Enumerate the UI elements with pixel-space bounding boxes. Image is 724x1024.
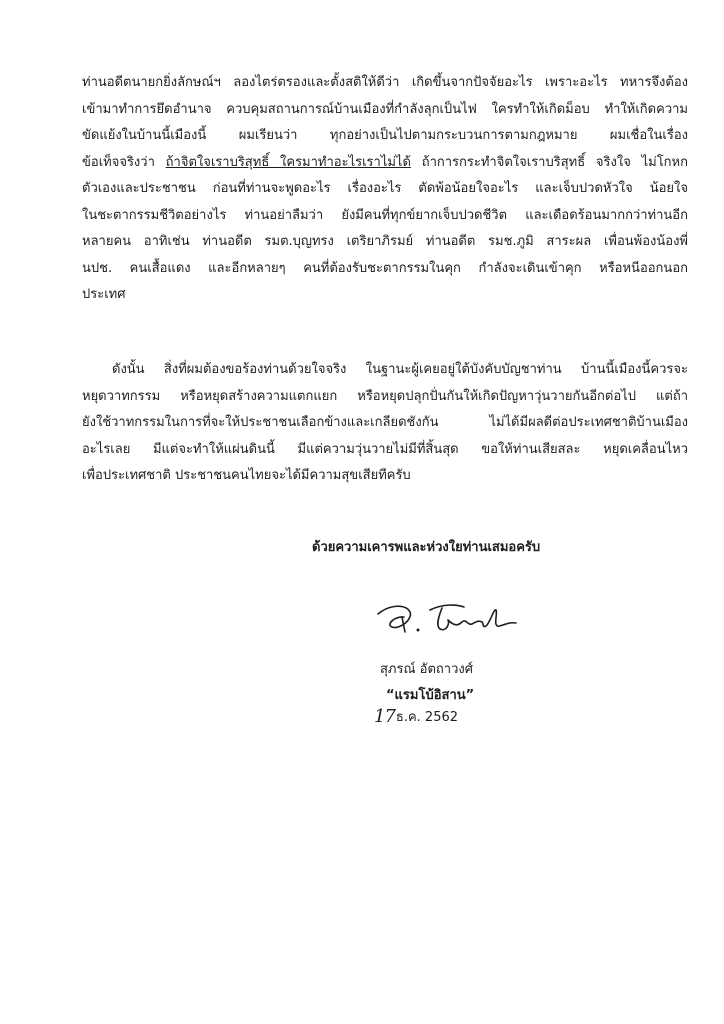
- paragraph-2: [82, 357, 688, 490]
- letter-date: [374, 706, 458, 727]
- paragraph-2-line-4: อะไรเลย มีแต่จะทำให้แผ่นดินนี้ มีแต่ความวุ่นวายไม่มีที่สิ้นสุด ขอให้ท่านเสียสละ หยุดเคลื่อนไหว: [82, 441, 688, 457]
- paragraph-1-line-5: ตัวเองและประชาชน ก่อนที่ท่านจะพูดอะไร เรื่องอะไร ตัดพ้อน้อยใจอะไร และเจ็บปวดหัวใจ น้อยใจ: [82, 181, 688, 196]
- paragraph-1-line-3: ขัดแย้งในบ้านนี้เมืองนี้ ผมเรียนว่า ทุกอย่างเป็นไปตามกระบวนการตามกฎหมาย ผมเชื่อในเรื่อง: [82, 128, 688, 143]
- line-4-before: ข้อเท็จจริงว่า: [82, 154, 166, 170]
- paragraph-1-line-4: [82, 150, 688, 177]
- signer-name: สุภรณ์ อัตถาวงศ์: [380, 662, 473, 677]
- handwritten-day: 17: [374, 706, 395, 727]
- paragraph-1-line-6: ในชะตากรรมชีวิตอย่างไร ท่านอย่าลืมว่า ยังมีคนที่ทุกข์ยากเจ็บปวดชีวิต และเดือดร้อนมากกว่าท่านอีก: [82, 207, 688, 223]
- printed-month-year: ธ.ค. 2562: [395, 710, 459, 725]
- paragraph-2-line-1: ดังนั้น สิ่งที่ผมต้องขอร้องท่านด้วยใจจริง ในฐานะผู้เคยอยู่ใต้บังคับบัญชาท่าน บ้านนี้เมืองนี้ควรจะ: [112, 362, 688, 377]
- line-4-after: ถ้าการกระทำจิตใจเราบริสุทธิ์ จริงใจ ไม่โกหก: [410, 154, 688, 170]
- paragraph-1: [82, 70, 688, 309]
- paragraph-1-line-1: ท่านอดีตนายกยิ่งลักษณ์ฯ ลองไตร่ตรองและตั้งสติให้ดีว่า เกิดขึ้นจากปัจจัยอะไร เพราะอะไร ทหารจึงต้อง: [82, 75, 688, 90]
- underlined-quote: ถ้าจิตใจเราบริสุทธิ์ ใครมาทำอะไรเราไม่ได้: [165, 154, 411, 170]
- paragraph-1-line-7: หลายคน อาทิเช่น ท่านอดีต รมต.บุญทรง เตริยาภิรมย์ ท่านอดีต รมช.ภูมิ สาระผล เพื่อนพ้องน้องพี่: [82, 234, 688, 249]
- paragraph-2-line-5: เพื่อประเทศชาติ ประชาชนคนไทยจะได้มีความสุขเสียทีครับ: [82, 468, 411, 483]
- paragraph-2-line-3: ยังใช้วาทกรรมในการที่จะให้ประชาชนเลือกข้างและเกลียดชังกัน ไม่ได้มีผลดีต่อประเทศชาติบ้านเมือง: [82, 415, 688, 430]
- handwritten-signature: [372, 596, 522, 642]
- paragraph-1-line-8: นปช. คนเสื้อแดง และอีกหลายๆ คนที่ต้องรับชะตากรรมในคุก กำลังจะเดินเข้าคุก หรือหนีออกนอก: [82, 260, 688, 276]
- paragraph-1-line-9: ประเทศ: [82, 287, 126, 302]
- paragraph-2-line-2: หยุดวาทกรรม หรือหยุดสร้างความแตกแยก หรือหยุดปลุกปั่นกันให้เกิดปัญหาวุ่นวายกันอีกต่อไป แต่ถ้า: [82, 388, 688, 404]
- signer-nickname: “แรมโบ้อิสาน”: [386, 688, 475, 703]
- paragraph-1-line-2: เข้ามาทำการยึดอำนาจ ควบคุมสถานการณ์บ้านเมืองที่กำลังลุกเป็นไฟ ใครทำให้เกิดม็อบ ทำให้เกิดความ: [82, 101, 688, 117]
- closing-line: ด้วยความเคารพและห่วงใยท่านเสมอครับ: [312, 540, 541, 555]
